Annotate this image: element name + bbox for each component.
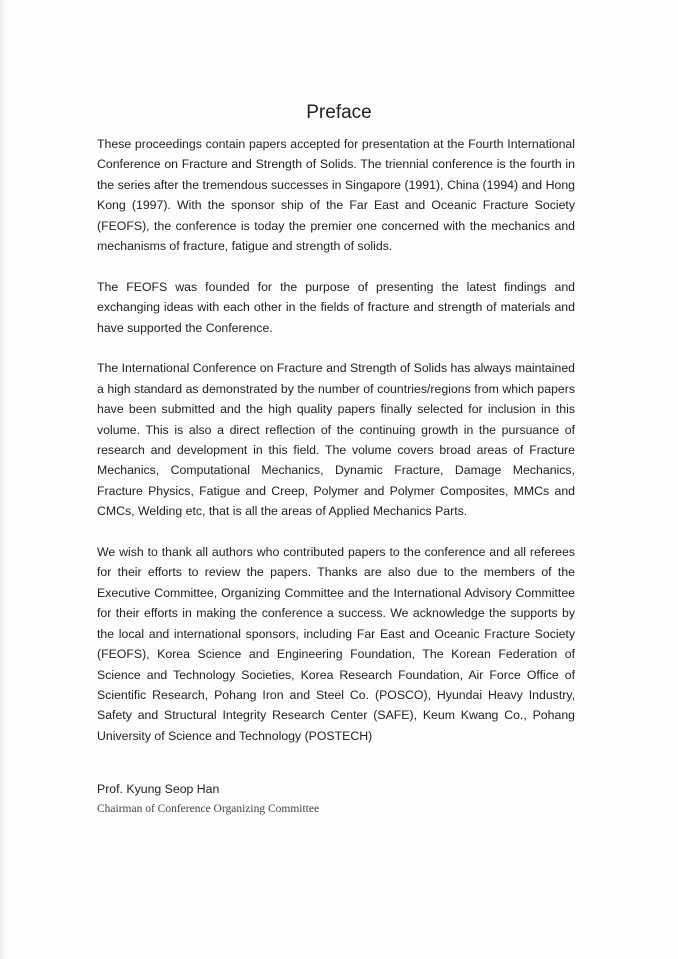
- preface-body: [97, 134, 575, 767]
- paragraph-intro: These proceedings contain papers accepted for presentation at the Fourth International Conference on Fracture and Strength of Solids. The triennial conference is the fourth in the series after the tremendous successes in Singapore (1991), China (1994) and Hong Kong (1997). With the sponsor ship of the Far East and Oceanic Fracture Society (FEOFS), the conference is today the premier one concerned with the mechanics and mechanisms of fracture, fatigue and strength of solids.: [97, 137, 575, 254]
- paragraph-feofs: The FEOFS was founded for the purpose of presenting the latest findings and exchanging ideas with each other in the fields of fracture and strength of materials and have supported the Conference.: [97, 279, 575, 335]
- paragraph-acknowledgements: We wish to thank all authors who contributed papers to the conference and all referees for their efforts to review the papers. Thanks are also due to the members of the Executive Committee, Organizing Committee and the International Advisory Committee for their efforts in making the conference a success. We acknowledge the supports by the local and international sponsors, including Far East and Oceanic Fracture Society (FEOFS), Korea Science and Engineering Foundation, The Korean Federation of Science and Technology Societies, Korea Research Foundation, Air Force Office of Scientific Research, Pohang Iron and Steel Co. (POSCO), Hyundai Heavy Industry, Safety and Structural Integrity Research Center (SAFE), Keum Kwang Co., Pohang University of Science and Technology (POSTECH): [97, 545, 575, 743]
- signature-name: Prof. Kyung Seop Han: [97, 782, 220, 796]
- signature-block: [97, 779, 575, 819]
- signature-title: Chairman of Conference Organizing Committee: [97, 803, 320, 815]
- paragraph-standards: The International Conference on Fracture and Strength of Solids has always maintained a high standard as demonstrated by the number of countries/regions from which papers have been submitted and the high quality papers finally selected for inclusion in this volume. This is also a direct reflection of the continuing growth in the pursuance of research and development in this field. The volume covers broad areas of Fracture Mechanics, Computational Mechanics, Dynamic Fracture, Damage Mechanics, Fracture Physics, Fatigue and Creep, Polymer and Polymer Composites, MMCs and CMCs, Welding etc, that is all the areas of Applied Mechanics Parts.: [97, 361, 575, 519]
- scan-edge: [0, 0, 6, 959]
- page-title: Preface: [306, 102, 372, 123]
